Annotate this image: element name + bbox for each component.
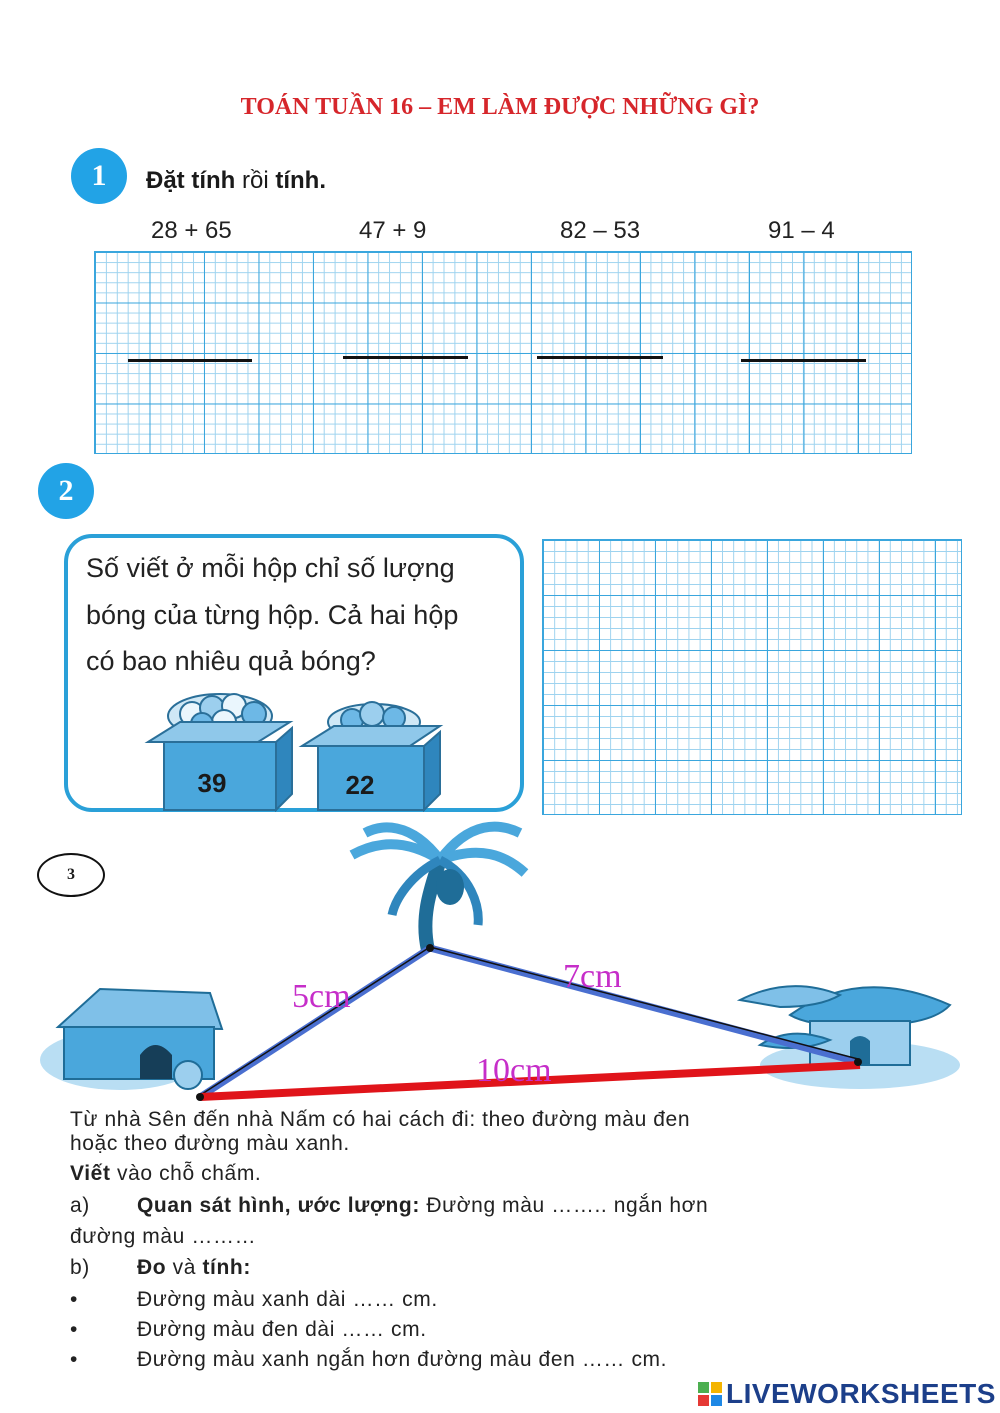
problem-line-1: Số viết ở mỗi hộp chỉ số lượng xyxy=(86,553,455,583)
answer-line-2 xyxy=(343,356,468,359)
workspace-grid-1[interactable] xyxy=(94,251,912,454)
label-7cm: 7cm xyxy=(563,958,622,995)
instruction-bold-1: Đặt tính xyxy=(146,167,236,194)
blue-path-5cm xyxy=(200,948,430,1097)
answer-line-3 xyxy=(537,356,663,359)
ball-boxes-illustration xyxy=(140,686,450,812)
ball-box-1 xyxy=(148,694,292,810)
part-b-text xyxy=(137,1256,957,1280)
box-1-count: 39 xyxy=(197,768,227,798)
bullet-item-2: Đường màu đen dài …… cm. xyxy=(137,1318,427,1341)
part-b-label: b) xyxy=(70,1256,90,1279)
part-b-bold-2: tính: xyxy=(202,1256,251,1279)
palm-tree-icon xyxy=(352,827,525,950)
question-3-number: 3 xyxy=(67,866,75,883)
question-1-badge xyxy=(71,148,127,204)
question-2-badge xyxy=(38,463,94,519)
bullet-item-3: Đường màu xanh ngắn hơn đường màu đen …… cm. xyxy=(137,1348,668,1371)
part-b-mid: và xyxy=(166,1256,203,1279)
page-title: TOÁN TUẦN 16 – EM LÀM ĐƯỢC NHỮNG GÌ? xyxy=(240,94,760,120)
liveworksheets-brand[interactable]: LIVEWORKSHEETS xyxy=(726,1378,996,1409)
bullet-item-1: Đường màu xanh dài …… cm. xyxy=(137,1288,438,1311)
question-2-number: 2 xyxy=(58,474,74,507)
bullet-3-icon: • xyxy=(70,1348,78,1371)
problem-line-2: bóng của từng hộp. Cả hai hộp xyxy=(86,600,459,630)
expression-3: 82 – 53 xyxy=(560,217,641,244)
path-diagram xyxy=(0,815,1000,1115)
write-bold: Viết xyxy=(70,1162,111,1185)
expression-1: 28 + 65 xyxy=(151,217,232,244)
part-a-rest: Đường màu …….. ngắn hơn xyxy=(419,1194,709,1217)
answer-line-4 xyxy=(741,359,866,362)
question-1-instruction xyxy=(146,167,326,195)
intro-line-2: hoặc theo đường màu xanh. xyxy=(70,1132,350,1155)
part-a-line-2: đường màu ……… xyxy=(70,1225,257,1248)
intro-line-1: Từ nhà Sên đến nhà Nấm có hai cách đi: theo đường màu đen xyxy=(70,1108,691,1131)
expression-2: 47 + 9 xyxy=(359,217,427,244)
instruction-mid: rồi xyxy=(235,167,276,194)
box-2-count: 22 xyxy=(345,770,375,800)
label-5cm: 5cm xyxy=(292,978,351,1015)
problem-line-3: có bao nhiêu quả bóng? xyxy=(86,646,376,676)
part-b-bold-1: Đo xyxy=(137,1256,167,1279)
bullet-1-icon: • xyxy=(70,1288,78,1311)
write-rest: vào chỗ chấm. xyxy=(110,1162,262,1185)
label-10cm: 10cm xyxy=(476,1052,552,1089)
part-a-text xyxy=(137,1194,957,1218)
liveworksheets-logo-icon xyxy=(698,1382,722,1406)
workspace-grid-2[interactable] xyxy=(542,539,962,815)
answer-line-1 xyxy=(128,359,252,362)
instruction-bold-2: tính. xyxy=(275,167,326,194)
part-a-bold: Quan sát hình, ước lượng: xyxy=(137,1194,420,1217)
question-1-number: 1 xyxy=(91,159,107,192)
part-a-label: a) xyxy=(70,1194,90,1217)
snail-house-icon xyxy=(40,989,222,1090)
write-instruction xyxy=(70,1162,960,1186)
ball-box-2 xyxy=(302,702,440,810)
bullet-2-icon: • xyxy=(70,1318,78,1341)
expression-4: 91 – 4 xyxy=(768,217,835,244)
